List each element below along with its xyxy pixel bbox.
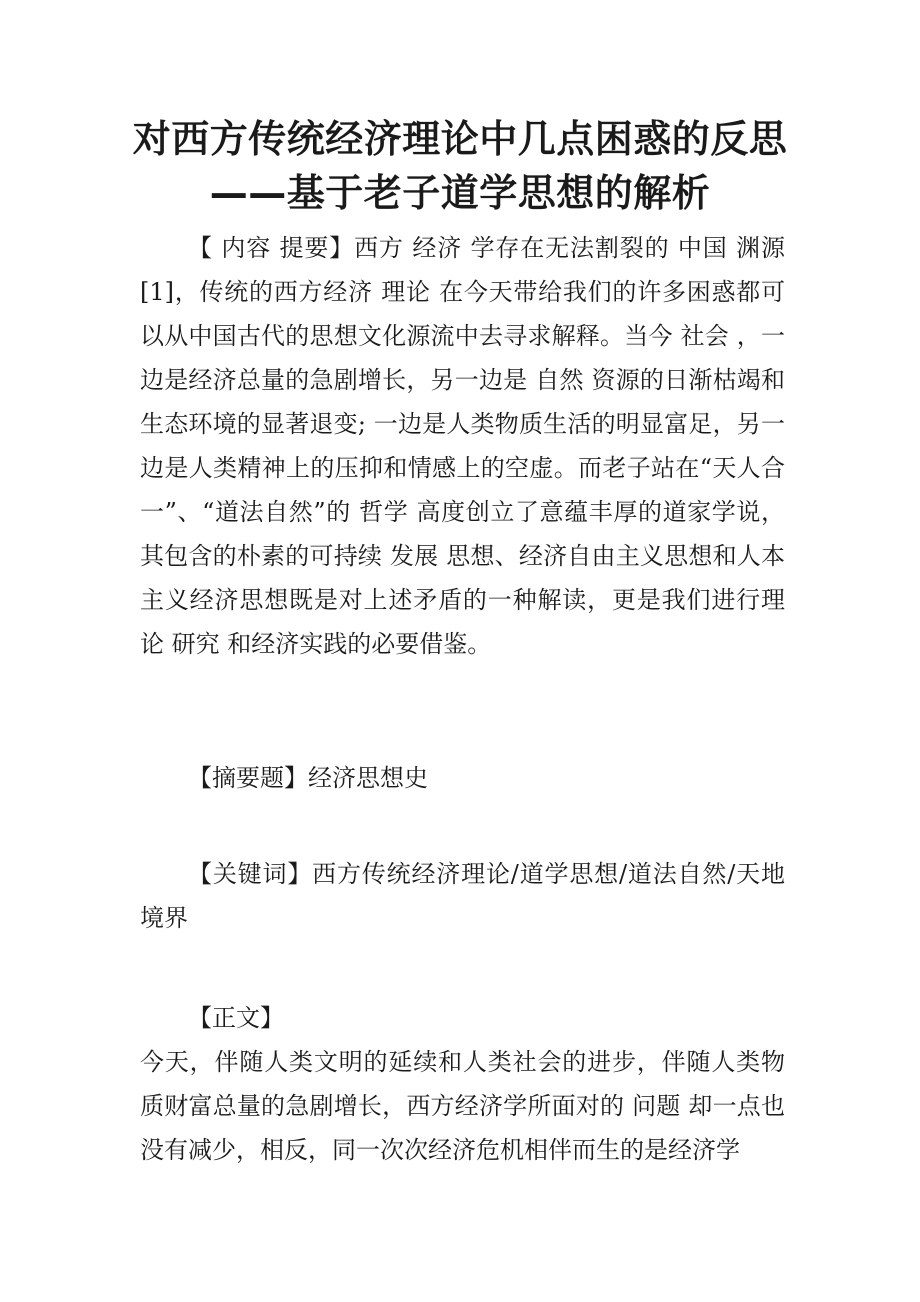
document-title — [120, 112, 800, 220]
title-line-1: 对西方传统经济理论中几点困惑的反思 — [132, 117, 788, 161]
main-text-paragraph: 今天，伴随人类文明的延续和人类社会的进步，伴随人类物质财富总量的急剧增长，西方经济学所面对的 问题 却一点也没有减少，相反，同一次次经济危机相伴而生的是经济学 — [140, 1048, 785, 1164]
title-line-2: ——基于老子道学思想的解析 — [209, 171, 711, 215]
keywords-paragraph: 【关键词】西方传统经济理论/道学思想/道法自然/天地境界 — [140, 860, 785, 932]
abstract-paragraph: 【 内容 提要】西方 经济 学存在无法割裂的 中国 渊源[1]，传统的西方经济 理论 在今天带给我们的许多困惑都可以从中国古代的思想文化源流中去寻求解释。当今 社会 ，一边是经济总量的急剧增长，另一边是 自然 资源的日渐枯竭和生态环境的显著退变; 一边是人类物质生活的明显富足，另一边是人类精神上的压抑和情感上的空虚。而老子站在“天人合一”、“道法自然”的 哲学 高度创立了意蕴丰厚的道家学说，其包含的朴素的可持续 发展 思想、经济自由主义思想和人本主义经济思想既是对上述矛盾的一种解读，更是我们进行理论 研究 和经济实践的必要借鉴。 — [140, 234, 785, 658]
subject-paragraph: 【摘要题】经济思想史 — [188, 764, 428, 792]
main-text-label: 【正文】 — [188, 1004, 284, 1032]
